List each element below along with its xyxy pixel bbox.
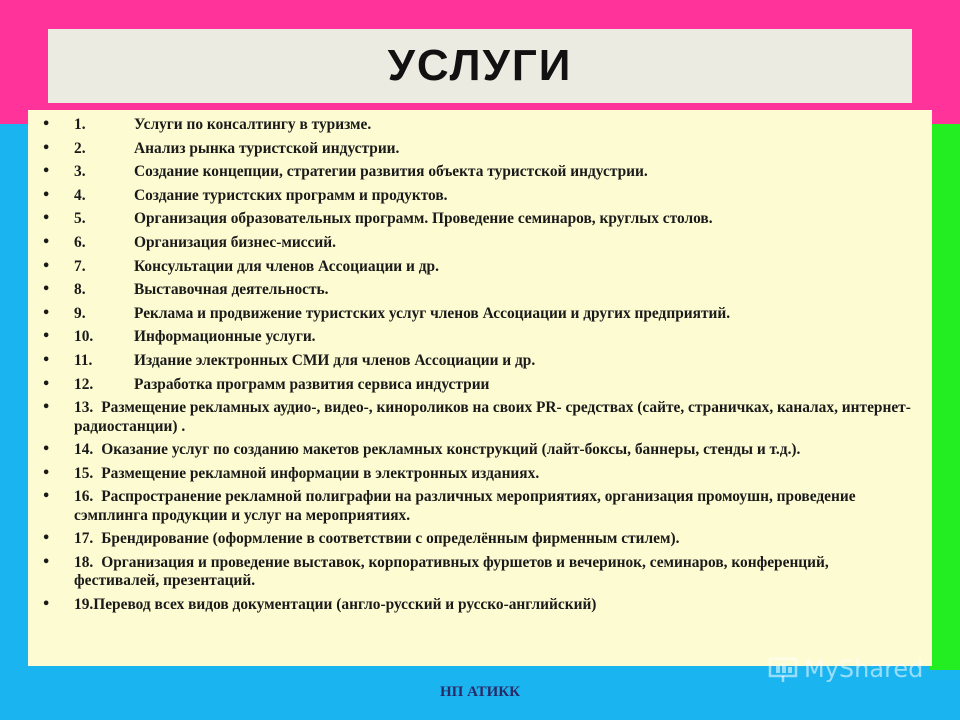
bullet-icon: • [42, 211, 51, 227]
list-item [42, 399, 914, 436]
bullet-icon: • [42, 117, 51, 132]
list-item [42, 305, 914, 323]
bullet-icon: • [42, 329, 51, 345]
list-item [42, 140, 914, 158]
item-number: 17. [74, 530, 94, 548]
list-item [42, 465, 914, 483]
bullet-icon: • [42, 164, 51, 180]
item-number: 13. [74, 399, 94, 417]
item-number: 14. [74, 441, 94, 459]
title-box [48, 29, 912, 103]
bullet-icon: • [42, 376, 51, 392]
item-text: Размещение рекламных аудио-, видео-, кинороликов на своих PR- средствах (сайте, страничках, каналах, интернет-радиостанции) . [74, 399, 911, 435]
list-item [42, 116, 914, 134]
item-text: Консультации для членов Ассоциации и др. [134, 257, 439, 275]
item-number: 16. [74, 488, 94, 506]
list-item [42, 596, 914, 614]
item-number: 8. [74, 281, 86, 299]
list-item [42, 281, 914, 299]
list-item [42, 441, 914, 459]
bullet-icon: • [42, 305, 51, 321]
services-list [28, 110, 932, 614]
item-number: 5. [74, 210, 86, 228]
list-item [42, 328, 914, 346]
list-item [42, 352, 914, 370]
item-number: 7. [74, 257, 86, 275]
item-text: Услуги по консалтингу в туризме. [134, 116, 372, 133]
bullet-icon: • [42, 258, 51, 274]
item-number: 15. [74, 464, 94, 482]
item-number: 19. [74, 595, 94, 613]
item-number: 18. [74, 553, 94, 571]
item-number: 3. [74, 163, 86, 181]
bullet-icon: • [42, 531, 51, 547]
item-text: Разработка программ развития сервиса индустрии [134, 375, 490, 393]
item-text: Информационные услуги. [134, 328, 316, 346]
item-text: Анализ рынка туристской индустрии. [134, 139, 400, 157]
list-item [42, 258, 914, 276]
bullet-icon: • [42, 465, 51, 481]
item-text: Создание туристских программ и продуктов. [134, 186, 448, 204]
item-text: Организация образовательных программ. Проведение семинаров, круглых столов. [134, 210, 713, 228]
item-text: Создание концепции, стратегии развития объекта туристской индустрии. [134, 163, 648, 181]
bullet-icon: • [42, 187, 51, 203]
item-number: 11. [74, 351, 93, 369]
list-item [42, 234, 914, 252]
item-text: Перевод всех видов документации (англо-русский и русско-английский) [93, 595, 597, 613]
item-text: Издание электронных СМИ для членов Ассоциации и др. [134, 351, 536, 369]
bullet-icon: • [42, 400, 51, 416]
bullet-icon: • [42, 442, 51, 458]
bullet-icon: • [42, 140, 51, 156]
item-number: 12. [74, 375, 94, 393]
content-panel [28, 110, 932, 666]
item-number: 9. [74, 304, 86, 322]
list-item [42, 488, 914, 525]
list-item [42, 530, 914, 548]
bullet-icon: • [42, 352, 51, 368]
item-number: 10. [74, 328, 94, 346]
watermark-text: MyShared [804, 655, 924, 683]
item-number: 2. [74, 139, 86, 157]
item-text: Размещение рекламной информации в электронных изданиях. [101, 464, 540, 482]
list-item [42, 376, 914, 394]
bullet-icon: • [42, 234, 51, 250]
item-number: 1. [74, 116, 86, 133]
slide-title: УСЛУГИ [387, 41, 573, 90]
item-text: Организация и проведение выставок, корпоративных фуршетов и вечеринок, семинаров, конференций, фестивалей, презентаций. [74, 553, 829, 590]
item-number: 4. [74, 186, 86, 204]
list-item [42, 187, 914, 205]
list-item [42, 210, 914, 228]
item-text: Брендирование (оформление в соответствии с определённым фирменным стилем). [101, 530, 680, 548]
item-text: Распространение рекламной полиграфии на различных мероприятиях, организация промоушн, проведение сэмплинга продукции и услуг на мероприятиях. [74, 488, 856, 524]
footer-org-name: НП АТИКК [439, 684, 521, 700]
item-number: 6. [74, 233, 86, 251]
bullet-icon: • [42, 489, 51, 505]
list-item [42, 554, 914, 591]
bullet-icon: • [42, 596, 51, 612]
item-text: Выставочная деятельность. [134, 281, 329, 299]
presentation-icon [768, 655, 798, 683]
item-text: Оказание услуг по созданию макетов рекламных конструкций (лайт-боксы, баннеры, стенды и т.д.). [101, 441, 801, 459]
bullet-icon: • [42, 282, 51, 298]
bullet-icon: • [42, 554, 51, 570]
watermark-logo [768, 655, 923, 683]
right-green-band [930, 124, 960, 670]
item-text: Организация бизнес-миссий. [134, 233, 336, 251]
list-item [42, 163, 914, 181]
item-text: Реклама и продвижение туристских услуг членов Ассоциации и других предприятий. [134, 304, 731, 322]
